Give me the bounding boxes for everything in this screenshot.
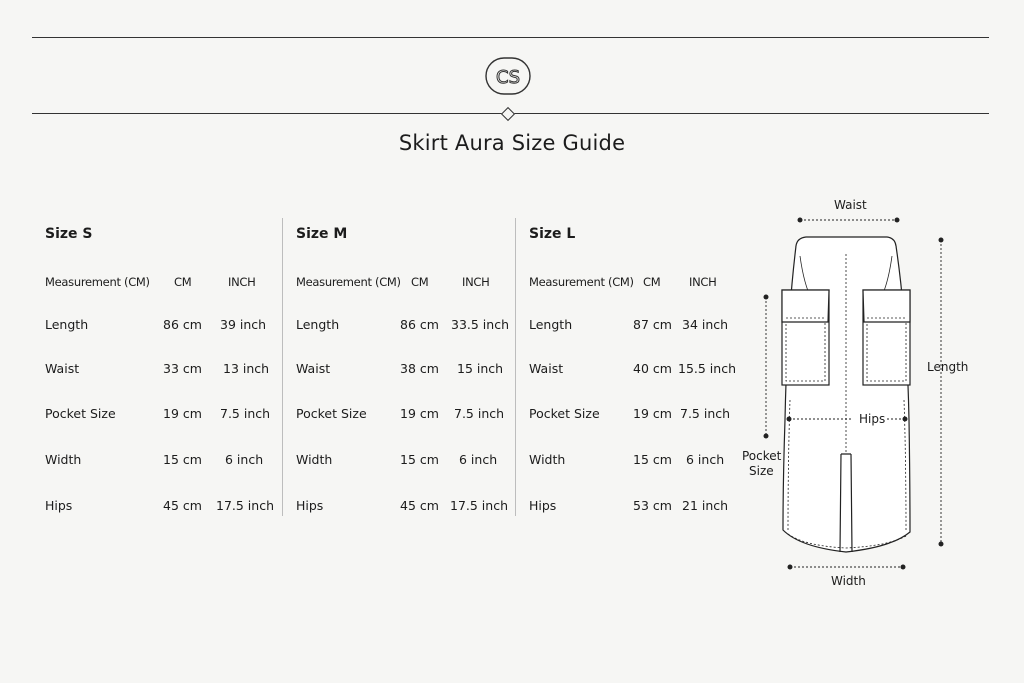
row-cm: 40 cm	[633, 361, 672, 376]
header-inch: INCH	[228, 275, 256, 289]
waist-label: Waist	[834, 198, 867, 212]
row-inch: 7.5 inch	[454, 406, 505, 421]
row-label: Width	[296, 452, 333, 467]
size-title: Size S	[45, 226, 93, 242]
row-label: Hips	[529, 498, 557, 513]
pocket-size-measure-line	[764, 295, 769, 439]
skirt-diagram	[735, 190, 965, 600]
column-divider	[282, 218, 283, 516]
row-inch: 15.5 inch	[678, 361, 736, 376]
row-inch: 33.5 inch	[451, 317, 509, 332]
row-inch: 6 inch	[459, 452, 498, 467]
row-cm: 15 cm	[163, 452, 202, 467]
row-cm: 86 cm	[163, 317, 202, 332]
row-label: Length	[529, 317, 573, 332]
page-title: Skirt Aura Size Guide	[398, 131, 626, 155]
row-cm: 87 cm	[633, 317, 672, 332]
rule-diamond-ornament	[501, 107, 515, 121]
row-label: Waist	[45, 361, 80, 376]
row-inch: 13 inch	[223, 361, 270, 376]
row-inch: 6 inch	[225, 452, 264, 467]
row-cm: 33 cm	[163, 361, 202, 376]
row-cm: 53 cm	[633, 498, 672, 513]
column-divider	[515, 218, 516, 516]
length-measure-line	[939, 238, 944, 547]
row-cm: 19 cm	[163, 406, 202, 421]
row-label: Hips	[45, 498, 73, 513]
header-inch: INCH	[462, 275, 490, 289]
row-cm: 15 cm	[633, 452, 672, 467]
row-label: Width	[529, 452, 566, 467]
row-label: Pocket Size	[296, 406, 367, 421]
brand-logo	[485, 57, 531, 95]
row-inch: 6 inch	[686, 452, 725, 467]
header-cm: CM	[643, 275, 661, 289]
top-rule	[32, 37, 989, 38]
row-cm: 45 cm	[163, 498, 202, 513]
row-cm: 15 cm	[400, 452, 439, 467]
waist-measure-line	[798, 218, 900, 223]
svg-text:CS: CS	[496, 67, 520, 88]
width-measure-line	[788, 565, 906, 570]
size-title: Size M	[296, 226, 348, 242]
row-label: Hips	[296, 498, 324, 513]
row-label: Waist	[529, 361, 564, 376]
row-label: Length	[45, 317, 89, 332]
pocket-size-label-line2: Size	[749, 464, 774, 478]
row-inch: 34 inch	[682, 317, 729, 332]
row-inch: 39 inch	[220, 317, 267, 332]
row-label: Pocket Size	[529, 406, 600, 421]
row-label: Width	[45, 452, 82, 467]
length-label: Length	[927, 360, 969, 374]
row-label: Waist	[296, 361, 331, 376]
row-label: Pocket Size	[45, 406, 116, 421]
header-cm: CM	[411, 275, 429, 289]
row-inch: 17.5 inch	[450, 498, 508, 513]
header-measurement: Measurement (CM)	[45, 275, 150, 289]
pocket-size-label-line1: Pocket	[742, 449, 782, 463]
size-title: Size L	[529, 226, 576, 242]
header-measurement: Measurement (CM)	[529, 275, 634, 289]
width-label: Width	[831, 574, 866, 588]
row-cm: 45 cm	[400, 498, 439, 513]
row-inch: 17.5 inch	[216, 498, 274, 513]
row-cm: 38 cm	[400, 361, 439, 376]
header-measurement: Measurement (CM)	[296, 275, 401, 289]
row-inch: 7.5 inch	[220, 406, 271, 421]
row-cm: 86 cm	[400, 317, 439, 332]
row-inch: 15 inch	[457, 361, 504, 376]
hips-label: Hips	[859, 412, 886, 426]
header-inch: INCH	[689, 275, 717, 289]
row-cm: 19 cm	[400, 406, 439, 421]
row-cm: 19 cm	[633, 406, 672, 421]
row-inch: 7.5 inch	[680, 406, 731, 421]
header-cm: CM	[174, 275, 192, 289]
row-inch: 21 inch	[682, 498, 729, 513]
row-label: Length	[296, 317, 340, 332]
